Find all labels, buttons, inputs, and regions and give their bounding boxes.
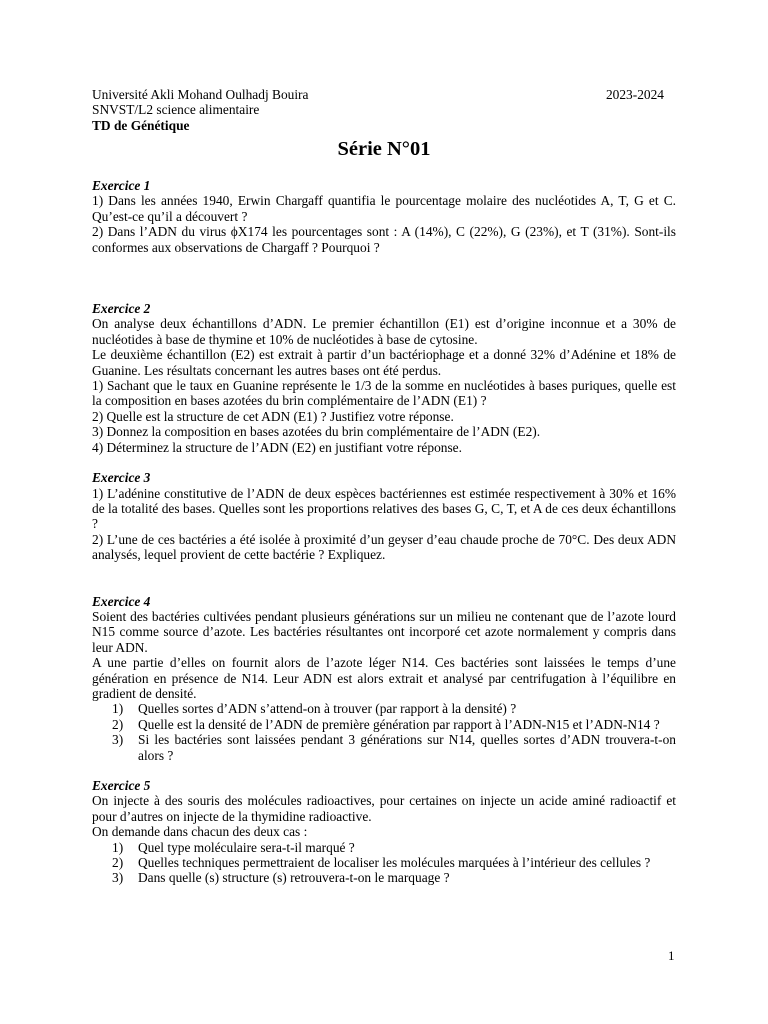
program-name: SNVST/L2 science alimentaire (92, 102, 260, 118)
paragraph-text: On analyse deux échantillons d’ADN. Le premier échantillon (E1) est d’origine inconnue et a 30% de nucléotides à base de thymine et 10% de nucléotides à base de cytosine. (92, 316, 676, 347)
exercises-body (92, 178, 676, 886)
question-text: 2) L’une de ces bactéries a été isolée à proximité d’un geyser d’eau chaude proche de 70°C. Des deux ADN analysés, lequel provient de cette bactérie ? Expliquez. (92, 531, 676, 563)
item-text: Quel type moléculaire sera-t-il marqué ? (138, 839, 355, 855)
question-text: 3) Donnez la composition en bases azotées du brin complémentaire de l’ADN (E2). (92, 424, 541, 440)
item-number: 3) (112, 870, 124, 886)
item-text: Quelles sortes d’ADN s’attend-on à trouver (par rapport à la densité) ? (138, 701, 517, 717)
exercise-2 (92, 301, 676, 455)
item-number: 2) (112, 855, 124, 871)
page-title: Série N°01 (337, 138, 431, 160)
question-text: 1) Sachant que le taux en Guanine représente le 1/3 de la somme en nucléotides à bases puriques, quelle est la composition en bases azotées du brin complémentaire de l’ADN (E1) ? (92, 378, 676, 409)
paragraph-text: On demande dans chacun des deux cas : (92, 824, 308, 840)
paragraph-text: Soient des bactéries cultivées pendant plusieurs générations sur un milieu ne contenant que de l’azote lourd N15 comme source d’azote. Les bactéries résultantes ont incorporé cet azote normalement y compris dans leur ADN. (92, 608, 676, 655)
exercise-title: Exercice 3 (92, 470, 151, 486)
list-item (92, 701, 676, 716)
question-text: 2) Quelle est la structure de cet ADN (E1) ? Justifiez votre réponse. (92, 408, 454, 424)
list-item (92, 840, 676, 855)
question-text: 4) Déterminez la structure de l’ADN (E2) en justifiant votre réponse. (92, 439, 462, 455)
exercise-title: Exercice 1 (92, 178, 151, 193)
question-text: 2) Dans l’ADN du virus ϕX174 les pourcentages sont : A (14%), C (22%), G (23%), et T (31%). Sont-ils conformes aux observations de Chargaff ? Pourquoi ? (92, 224, 676, 255)
exercise-5 (92, 778, 676, 886)
item-text: Si les bactéries sont laissées pendant 3 générations sur N14, quelles sortes d’ADN trouvera-t-on alors ? (138, 732, 676, 763)
paragraph-text: On injecte à des souris des molécules radioactives, pour certaines on injecte un acide aminé radioactif et pour d’autres on injecte de la thymidine radioactive. (92, 793, 676, 824)
item-text: Quelles techniques permettraient de localiser les molécules marquées à l’intérieur des cellules ? (138, 855, 651, 871)
exercise-title: Exercice 4 (92, 593, 151, 609)
question-list (92, 840, 676, 886)
course-name: TD de Génétique (92, 117, 190, 133)
exercise-1 (92, 178, 676, 255)
document-header (92, 87, 664, 133)
list-item (92, 870, 676, 885)
exercise-title: Exercice 2 (92, 301, 151, 317)
question-list (92, 701, 676, 763)
item-number: 1) (112, 701, 124, 717)
list-item (92, 732, 676, 763)
exercise-4 (92, 594, 676, 763)
item-number: 1) (112, 839, 124, 855)
page-number: 1 (668, 948, 675, 963)
paragraph-text: Le deuxième échantillon (E2) est extrait à partir d’un bactériophage et a donné 32% d’Adénine et 18% de Guanine. Les résultats concernant les autres bases ont été perdus. (92, 347, 676, 378)
list-item (92, 717, 676, 732)
list-item (92, 855, 676, 870)
exercise-3 (92, 470, 676, 562)
item-number: 3) (112, 732, 124, 748)
item-number: 2) (112, 716, 124, 732)
paragraph-text: A une partie d’elles on fournit alors de l’azote léger N14. Ces bactéries sont laissées le temps d’une génération en présence de N14. Leur ADN est alors extrait et analysé par centrifugation à l’équilibre en gradient de densité. (92, 655, 676, 701)
question-text: 1) Dans les années 1940, Erwin Chargaff quantifia le pourcentage molaire des nucléotides A, T, G et C. Qu’est-ce qu’il a découvert ? (92, 193, 676, 224)
question-text: 1) L’adénine constitutive de l’ADN de deux espèces bactériennes est estimée respectivement à 30% et 16% de la totalité des bases. Quelles sont les proportions relatives des bases G, C, T, et A de ces deux échantillons ? (92, 485, 676, 532)
university-name: Université Akli Mohand Oulhadj Bouira (92, 87, 309, 102)
item-text: Quelle est la densité de l’ADN de première génération par rapport à l’ADN-N15 et l’ADN-N14 ? (138, 716, 660, 732)
item-text: Dans quelle (s) structure (s) retrouvera-t-on le marquage ? (138, 870, 450, 886)
academic-year: 2023-2024 (605, 87, 664, 102)
exercise-title: Exercice 5 (92, 778, 151, 793)
